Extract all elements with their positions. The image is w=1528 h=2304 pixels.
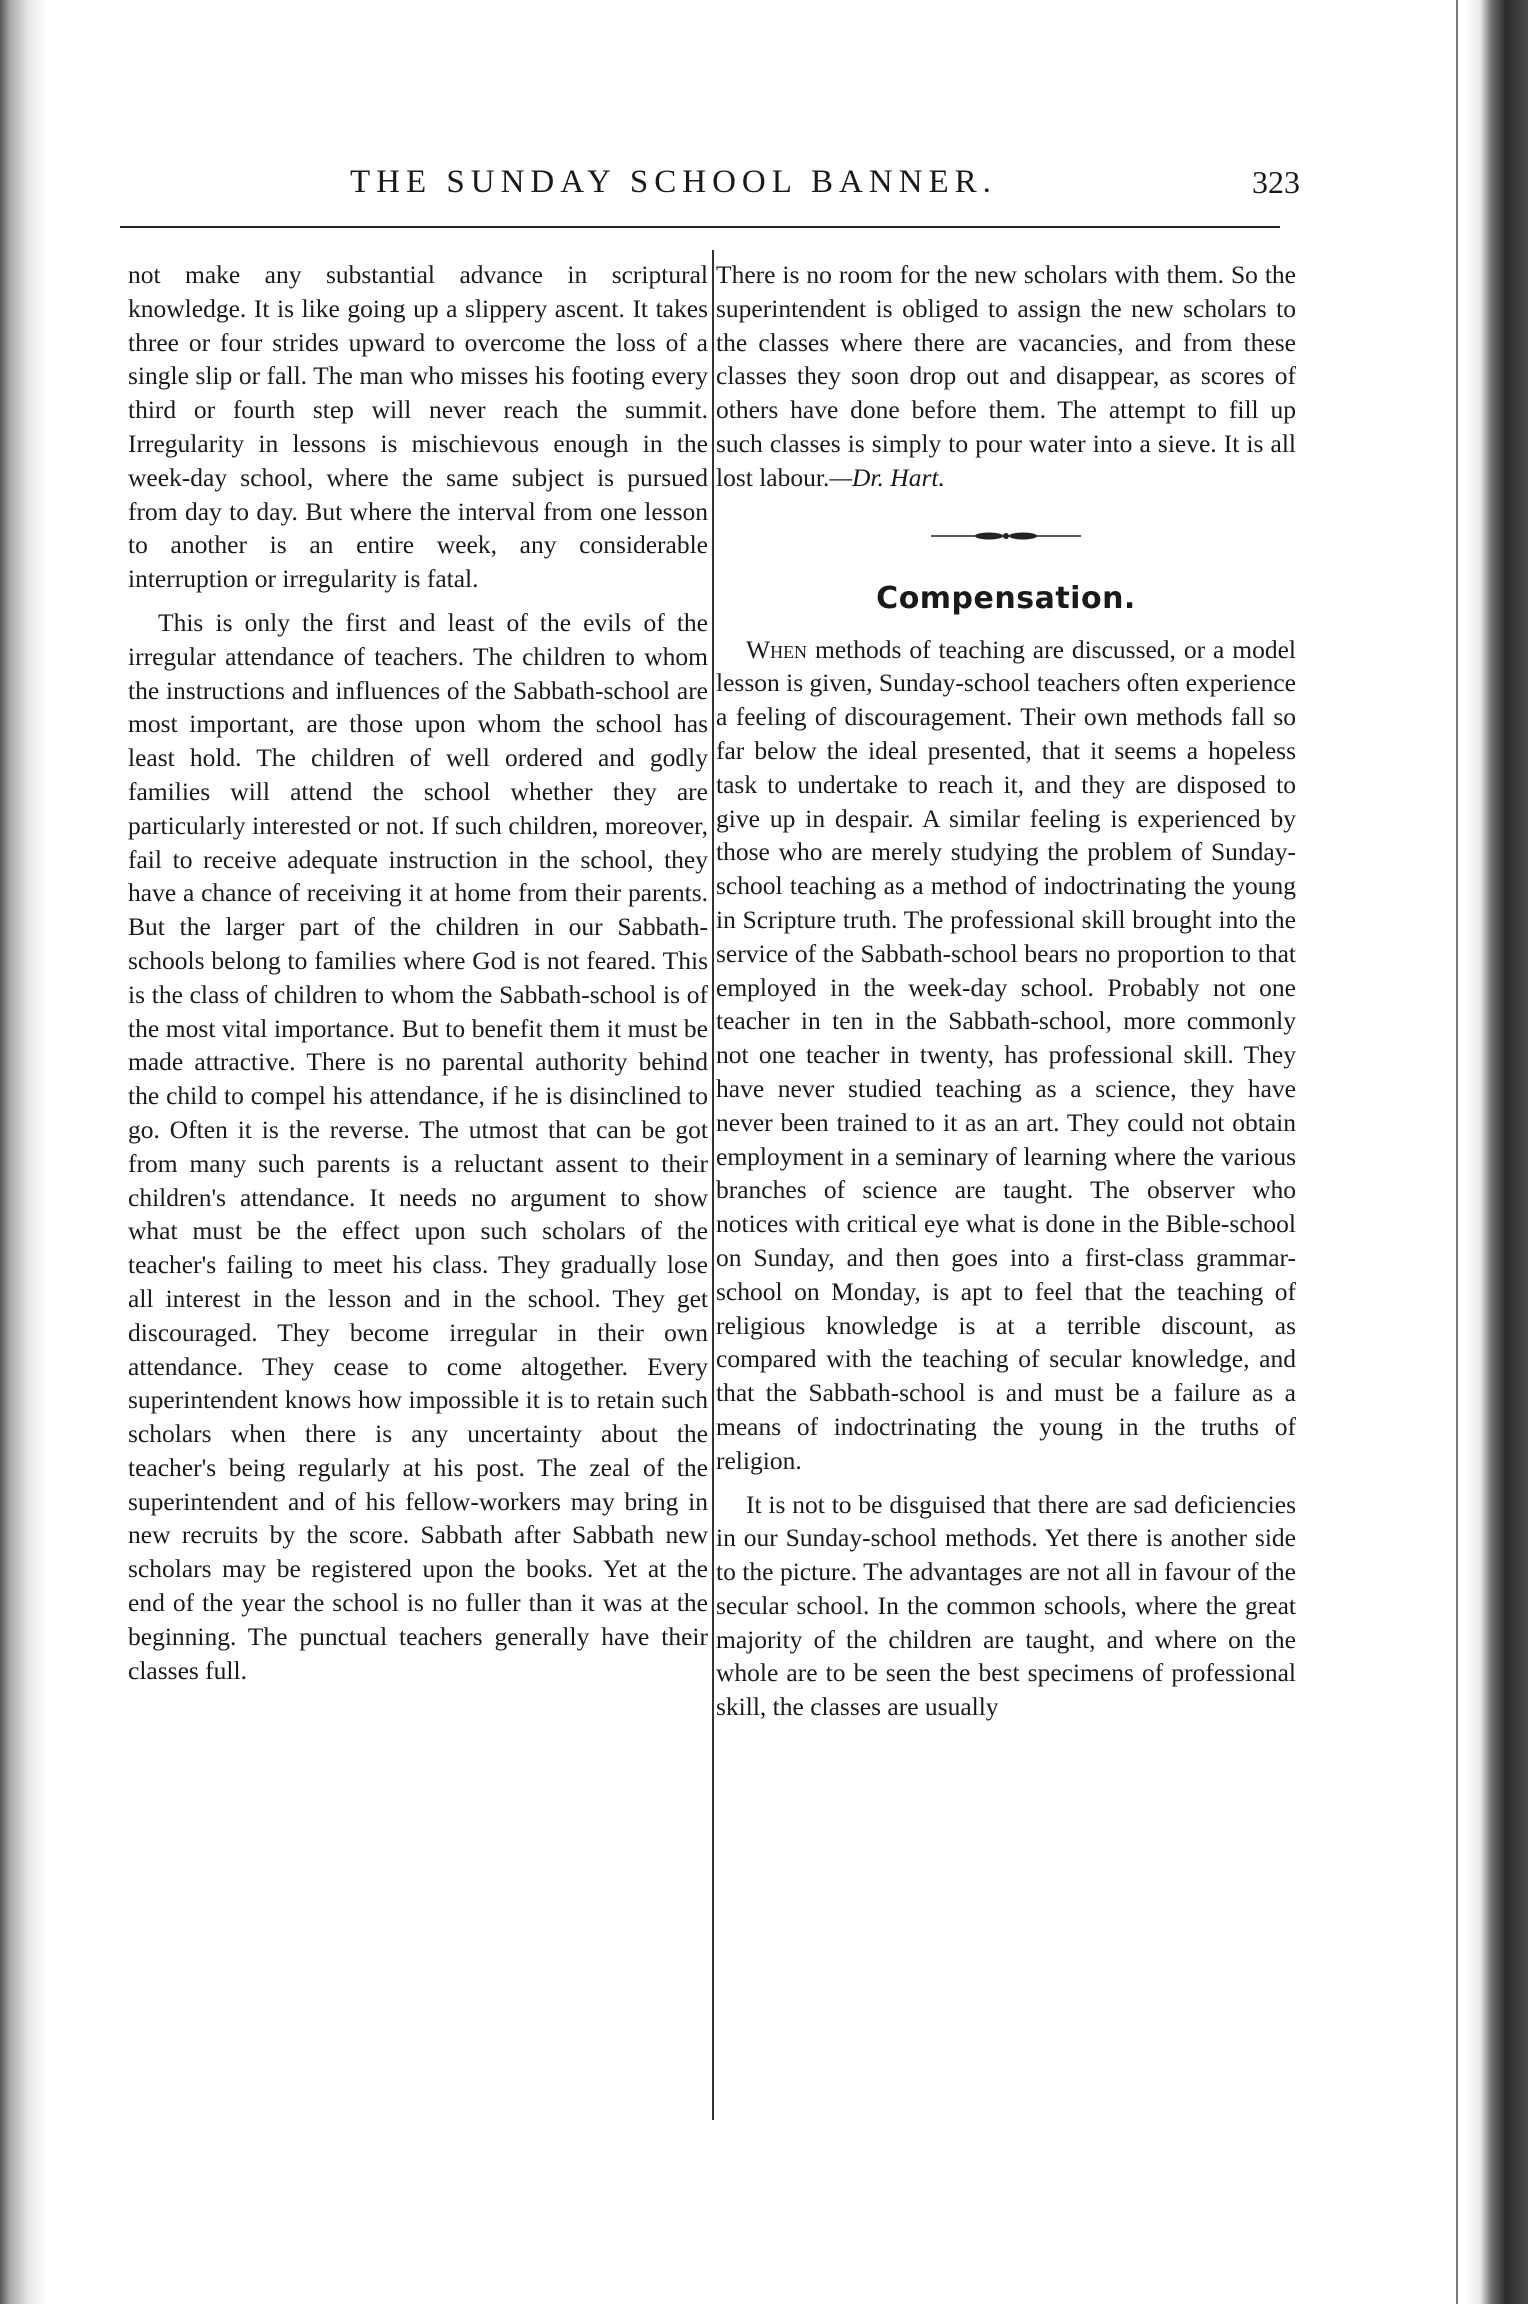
left-column (128, 258, 708, 1687)
paragraph: This is only the first and least of the evils of the irregular attendance of teachers. The children to whom the instructions and influences of the Sabbath-school are most important, are those upon whom the school has least hold. The children of well ordered and godly families will attend the school whether they are particularly interested or not. If such children, moreover, fail to receive adequate instruction in the school, they have a chance of receiving it at home from their parents. But the larger part of the children in our Sabbath-schools belong to families where God is not feared. This is the class of children to whom the Sabbath-school is of the most vital importance. But to benefit them it must be made attractive. There is no parental authority behind the child to compel his attendance, if he is disinclined to go. Often it is the reverse. The utmost that can be got from many such parents is a reluctant assent to their children's attendance. It needs no argument to show what must be the effect upon such scholars of the teacher's failing to meet his class. They gradually lose all interest in the lesson and in the school. They get discouraged. They become irregular in their own attendance. They cease to come altogether. Every superintendent knows how impossible it is to retain such scholars when there is any uncertainty about the teacher's being regularly at his post. The zeal of the superintendent and of his fellow-workers may bring in new recruits by the score. Sabbath after Sabbath new scholars may be registered upon the books. Yet at the end of the year the school is no fuller than it was at the beginning. The punctual teachers generally have their classes full. (128, 607, 708, 1685)
lead-word: When (746, 634, 808, 664)
section-heading: Compensation. (876, 580, 1136, 616)
section-ornament-divider (931, 529, 1081, 543)
right-column (716, 258, 1296, 1724)
author-signature: —Dr. Hart. (829, 462, 945, 492)
paragraph-continued: not make any substantial advance in scriptural knowledge. It is like going up a slippery ascent. It takes three or four strides upward to overcome the loss of a single slip or fall. The man who misses his footing every third or fourth step will never reach the summit. Irregularity in lessons is mischievous enough in the week-day school, where the same subject is pursued from day to day. But where the interval from one lesson to another is an entire week, any considerable interruption or irregularity is fatal. (128, 260, 708, 594)
paragraph-text: methods of teaching are discussed, or a model lesson is given, Sunday-school teachers often experience a feeling of discouragement. Their own methods fall so far below the ideal presented, that it seems a hopeless task to undertake to reach it, and they are disposed to give up in despair. A similar feeling is experienced by those who are merely studying the problem of Sunday-school teaching as a method of indoctrinating the young in Scripture truth. The professional skill brought into the service of the Sabbath-school bears no proportion to that employed in the week-day school. Probably not one teacher in ten in the Sabbath-school, more commonly not one teacher in twenty, has professional skill. They have never studied teaching as a science, they have never been trained to it as an art. They could not obtain employment in a seminary of learning where the various branches of science are taught. The observer who notices with critical eye what is done in the Bible-school on Sunday, and then goes into a first-class grammar-school on Monday, is apt to feel that the teaching of religious knowledge is at a terrible discount, as compared with the teaching of secular knowledge, and that the Sabbath-school is and must be a failure as a means of indoctrinating the young in the truths of religion. (716, 634, 1296, 1475)
page-number: 323 (1252, 164, 1300, 200)
paragraph (716, 633, 1296, 1478)
running-title: THE SUNDAY SCHOOL BANNER. (350, 164, 997, 200)
paragraph-continued (716, 258, 1296, 495)
running-header (150, 158, 1300, 214)
page-edge-line (1456, 0, 1458, 2304)
book-edge-right (1466, 0, 1528, 2304)
column-divider (712, 250, 714, 2120)
paragraph: It is not to be disguised that there are sad deficiencies in our Sunday-school methods. Yet there is another side to the picture. The advantages are not all in favour of the secular school. In the common schools, where the great majority of the children are taught, and where on the whole are to be seen the best specimens of professional skill, the classes are usually (716, 1489, 1296, 1722)
book-gutter-left (0, 0, 46, 2304)
header-rule (120, 226, 1280, 228)
continuation-text: There is no room for the new scholars with them. So the superintendent is obliged to assign the new scholars to the classes where there are vacancies, and from these classes they soon drop out and disappear, as scores of others have done before them. The attempt to fill up such classes is simply to pour water into a sieve. It is all lost labour. (716, 260, 1296, 492)
